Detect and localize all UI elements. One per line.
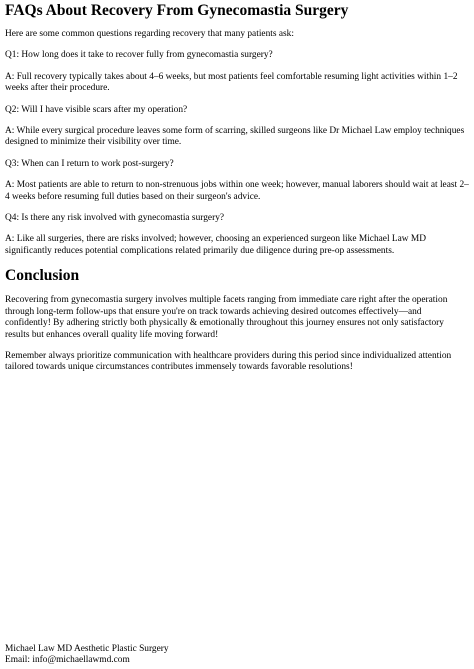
- faq-heading: FAQs About Recovery From Gynecomastia Surgery: [5, 2, 349, 19]
- footer: [5, 644, 169, 667]
- document-page: [5, 0, 469, 374]
- footer-company-name: Michael Law MD Aesthetic Plastic Surgery: [5, 644, 169, 654]
- conclusion-paragraph-1: Recovering from gynecomastia surgery involves multiple facets ranging from immediate care right after the operation through long-term follow-ups that ensure you're on track towards achieving desired outcomes effectively—and confidently! By adhering strictly both physically & emotionally throughout this journey ensures not only satisfactory results but enhances overall quality life moving forward!: [5, 295, 448, 340]
- faq-answer-2: A: While every surgical procedure leaves some form of scarring, skilled surgeons like Dr Michael Law employ techniques designed to minimize their visibility over time.: [5, 126, 465, 148]
- faq-question-1: Q1: How long does it take to recover fully from gynecomastia surgery?: [5, 50, 273, 61]
- conclusion-heading: Conclusion: [5, 267, 80, 285]
- faq-answer-1: A: Full recovery typically takes about 4–6 weeks, but most patients feel comfortable resuming light activities within 1–2 weeks after their procedure.: [5, 71, 458, 94]
- footer-email: Email: info@michaellawmd.com: [5, 655, 130, 666]
- faq-question-3: Q3: When can I return to work post-surgery?: [5, 158, 174, 169]
- faq-intro: Here are some common questions regarding recovery that many patients ask:: [5, 29, 294, 39]
- faq-question-2: Q2: Will I have visible scars after my operation?: [5, 104, 188, 115]
- faq-answer-4: A: Like all surgeries, there are risks involved; however, choosing an experienced surgeon like Michael Law MD significantly reduces potential complications related primarily due diligence during pre-op assessments.: [5, 234, 427, 256]
- faq-question-4: Q4: Is there any risk involved with gynecomastia surgery?: [5, 213, 225, 224]
- conclusion-paragraph-2: Remember always prioritize communication with healthcare providers during this period since individualized attention tailored towards unique circumstances contributes immensely towards favorable resolutions!: [5, 350, 452, 373]
- faq-answer-3: A: Most patients are able to return to non-strenuous jobs within one week; however, manual laborers should wait at least 2–4 weeks before resuming full duties based on their surgeon's advice.: [5, 180, 469, 202]
